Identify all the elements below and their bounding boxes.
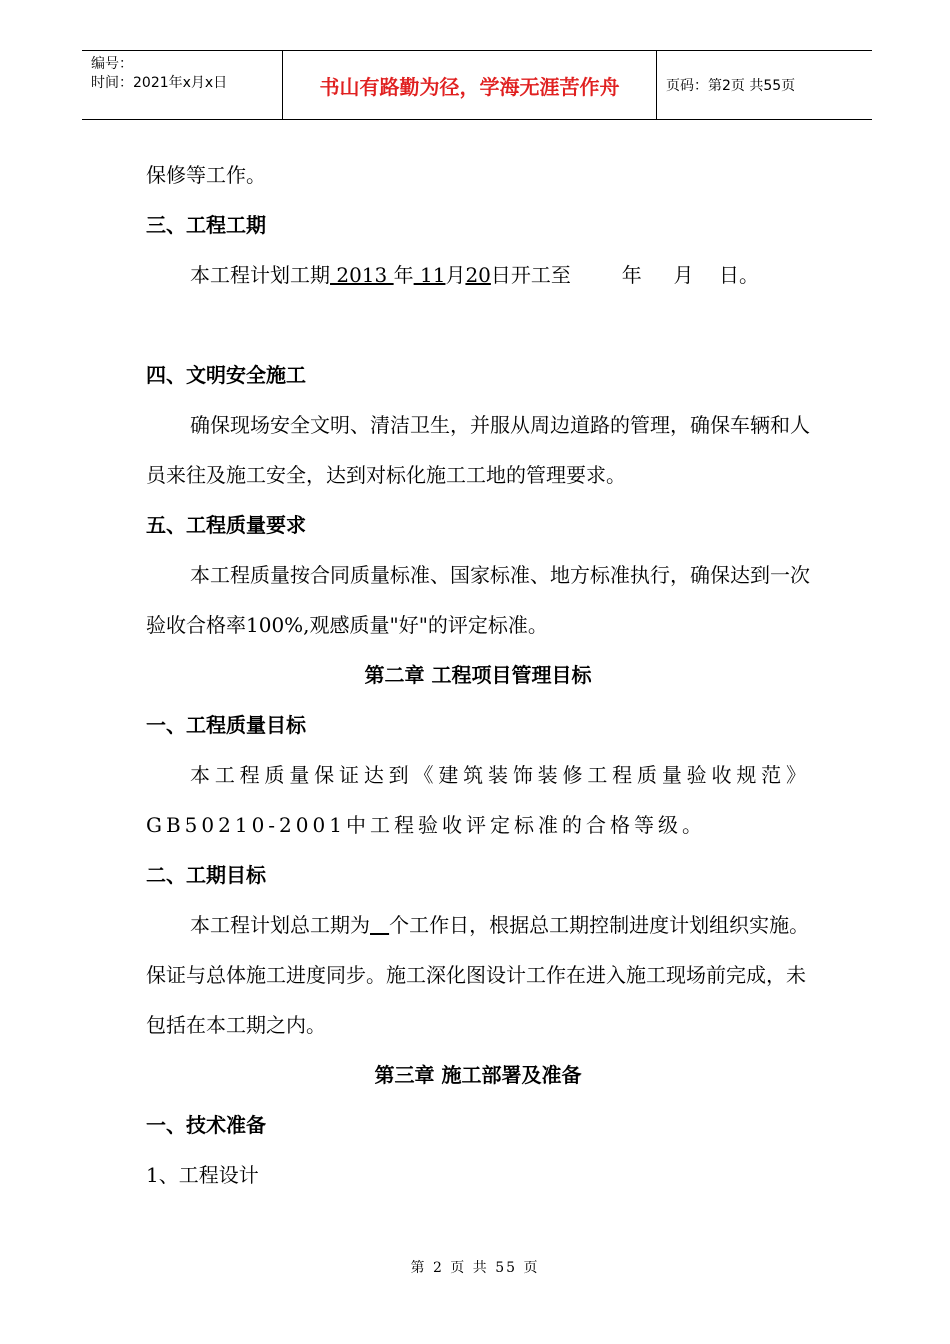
paragraph-schedule (146, 250, 810, 300)
chapter-title-3: 第三章 施工部署及准备 (374, 1063, 582, 1087)
schedule-text-c: 月 (445, 263, 466, 287)
schedule-goal-blank (370, 913, 389, 937)
paragraph-schedule-goal (146, 900, 810, 1050)
header-motto-cell (283, 51, 657, 119)
serial-label: 编号： (91, 56, 133, 72)
section-title-quality-req: 五、工程质量要求 (146, 513, 306, 537)
motto-text: 书山有路勤为径，学海无涯苦作舟 (319, 74, 620, 99)
paragraph-continuation: 保修等工作。 (146, 163, 266, 187)
page-footer: 第 2 页 共 55 页 (410, 1260, 540, 1276)
section-title-tech-prep: 一、技术准备 (146, 1113, 266, 1137)
schedule-day: 20 (465, 263, 491, 287)
paragraph-quality-req: 本工程质量按合同质量标准、国家标准、地方标准执行，确保达到一次验收合格率100%,观感质量"好"的评定标准。 (146, 563, 810, 637)
schedule-goal-text-a: 本工程计划总工期为 (190, 913, 370, 937)
section-title-quality-goal: 一、工程质量目标 (146, 713, 306, 737)
paragraph-safety: 确保现场安全文明、清洁卫生，并服从周边道路的管理，确保车辆和人员来往及施工安全，达到对标化施工工地的管理要求。 (146, 413, 810, 487)
paragraph-quality-goal: 本工程质量保证达到《建筑装饰装修工程质量验收规范》GB50210-2001中工程验收评定标准的合格等级。 (146, 763, 810, 837)
page-info: 页码：第2页 共55页 (666, 78, 796, 94)
schedule-text-d: 日开工至 年 月 日。 (490, 263, 759, 287)
page-header (82, 50, 872, 120)
schedule-goal-text-b: 个工作日，根据总工期控制进度计划组织实施。保证与总体施工进度同步。施工深化图设计工作在进入施工现场前完成，未包括在本工期之内。 (146, 913, 810, 1037)
schedule-text-b: 年 (393, 263, 414, 287)
header-page-cell (657, 51, 872, 119)
schedule-year: 2013 (330, 263, 394, 287)
list-item-design: 1、工程设计 (146, 1163, 259, 1187)
time-label: 时间：2021年x月x日 (91, 75, 228, 91)
header-meta-cell (82, 51, 283, 119)
section-title-safety: 四、文明安全施工 (146, 363, 306, 387)
spacer (146, 300, 810, 350)
document-body (146, 150, 810, 1200)
section-title-schedule-goal: 二、工期目标 (146, 863, 266, 887)
schedule-text-a: 本工程计划工期 (190, 263, 330, 287)
schedule-month: 11 (413, 263, 446, 287)
section-title-schedule: 三、工程工期 (146, 213, 266, 237)
chapter-title-2: 第二章 工程项目管理目标 (364, 663, 592, 687)
